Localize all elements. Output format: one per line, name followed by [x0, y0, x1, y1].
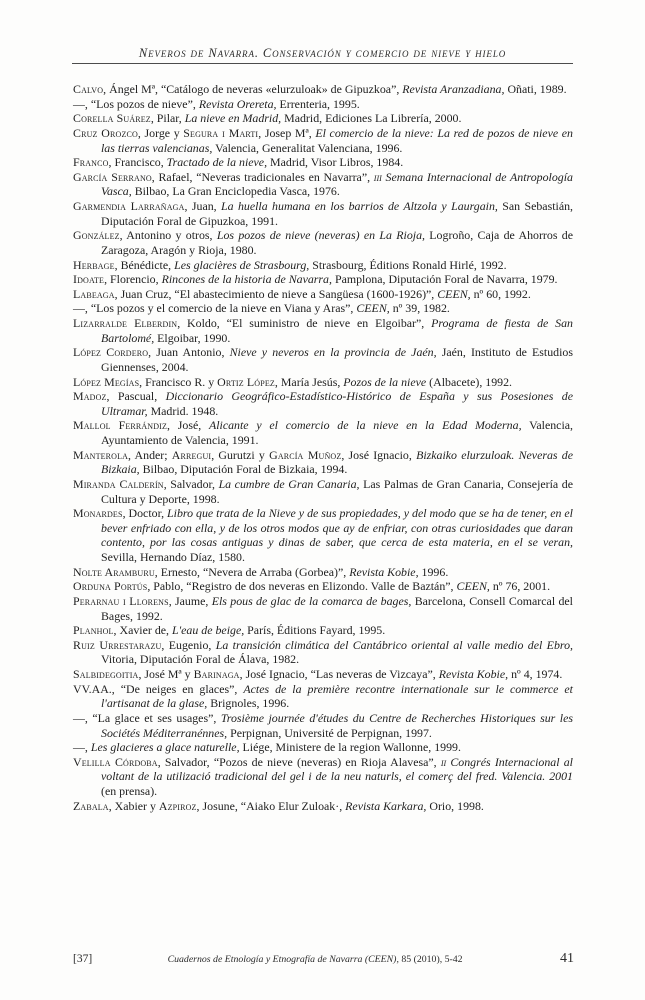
entry-segment: Salbidegoitia [73, 667, 139, 681]
entry-segment: , Jorge y [137, 125, 184, 140]
entry-segment: López Megías [73, 374, 140, 389]
entry-segment: , Bénédicte, [114, 257, 175, 272]
entry-segment: Segura i Marti [183, 125, 259, 140]
entry-segment: , Antonino y otros, [119, 228, 217, 243]
entry-segment: Tractado de la nieve, [166, 155, 268, 170]
bibliography-entry [73, 316, 573, 345]
bibliography-entry [73, 272, 573, 287]
entry-segment: La nieve en Madrid, [184, 111, 282, 126]
entry-segment: , Florencio, [104, 272, 162, 287]
entry-segment: , Francisco, [108, 155, 167, 170]
entry-segment: Revista Aranzadiana, [402, 82, 505, 96]
entry-segment: San Sebastián, Diputación Foral de Gipuzkoa, 1991. [101, 199, 574, 228]
bibliography-entry [73, 565, 573, 580]
entry-segment: Madrid, Ediciones La Librería, 2000. [281, 111, 462, 126]
entry-segment: , Eugenio, [161, 637, 216, 652]
entry-segment: , Doctor, [122, 506, 168, 521]
entry-segment: —, “La glace et ses usages”, [73, 710, 221, 725]
bibliography-entry [73, 418, 573, 447]
bibliography-entry [73, 667, 573, 682]
entry-segment: Els pous de glac de la comarca de bages, [211, 593, 412, 608]
entry-segment: Nieve y neveros en la provincia de Jaén, [229, 345, 437, 360]
bibliography-entry [73, 448, 573, 477]
entry-segment: , Ernesto, “Nevera de Arraba (Gorbea)”, [154, 564, 350, 579]
entry-segment: , Ángel Mª, “Catálogo de neveras «elurzuloak» de Gipuzkoa”, [103, 82, 403, 96]
entry-segment: Sevilla, Hernando Díaz, 1580. [101, 550, 245, 564]
entry-segment: nº 39, 1982. [389, 301, 450, 316]
bibliography-entry [73, 594, 573, 623]
entry-segment: Barcelona, Consell Comarcal del Bages, 1992. [101, 593, 573, 623]
bibliography-entry [73, 711, 573, 740]
entry-segment: Garmendia Larrañaga [73, 199, 185, 213]
entry-segment: Oñati, 1989. [504, 82, 567, 96]
bibliography-entry [73, 126, 573, 155]
running-header: Neveros de Navarra. Conservación y comercio de nieve y hielo [138, 46, 507, 60]
entry-segment: Les glacières de Strasbourg, [174, 257, 310, 272]
entry-segment: Jaén, Instituto de Estudios Giennenses, 2004. [101, 345, 574, 374]
bibliography-entry [73, 623, 573, 638]
entry-segment: , Juan Antonio, [148, 345, 230, 360]
entry-segment: , Pablo, “Registro de dos neveras en Elizondo. Valle de Baztán”, [147, 579, 457, 594]
entry-segment: París, Éditions Fayard, 1995. [244, 623, 386, 638]
entry-segment: nº 60, 1992. [470, 286, 531, 301]
entry-segment: Cruz Orozco [73, 125, 138, 140]
entry-segment: González [73, 228, 120, 243]
bibliography-entry [73, 97, 573, 112]
bibliography-entry [73, 301, 573, 316]
entry-segment: García Muñoz [269, 447, 342, 462]
entry-segment: Ortiz López [217, 374, 275, 389]
bibliography-entry [73, 799, 573, 814]
entry-segment: La cumbre de Gran Canaria, [218, 476, 360, 491]
entry-segment: Madrid. 1948. [147, 403, 219, 418]
bibliography-entry [73, 638, 573, 667]
entry-segment: Franco [73, 155, 109, 170]
entry-segment: (en prensa). [101, 784, 158, 798]
entry-segment: Orio, 1998. [426, 798, 484, 813]
entry-segment: Lizarralde Elberdin [73, 316, 178, 330]
entry-segment: iii [373, 169, 382, 184]
entry-segment: Semana Internacional de Antropología Vasca, [101, 169, 573, 199]
entry-segment: Actes de la première recontre internationale sur le commerce et l'artisanat de la glase, [101, 681, 573, 711]
entry-segment: , Juan, [184, 199, 222, 213]
entry-segment: Mallol Ferrándiz [73, 418, 168, 433]
footer-journal-title: Cuadernos de Etnología y Etnografía de Navarra (CEEN), [167, 954, 399, 965]
entry-segment: , Francisco R. y [139, 374, 218, 389]
entry-segment: Errenteria, 1995. [276, 96, 360, 111]
entry-segment: Madrid, Visor Libros, 1984. [267, 155, 404, 170]
bibliography-entry [73, 155, 573, 170]
entry-segment: , Salvador, “Pozos de nieve (neveras) en Rioja Alavesa”, [157, 754, 441, 769]
entry-segment: Labeaga [73, 286, 115, 301]
entry-segment: 1996. [418, 564, 449, 579]
entry-segment: Planhol [73, 623, 114, 638]
entry-segment: Libro que trata de la Nieve y de sus propiedades, y del modo que se ha de tener, en el bever enfriado con ella, y de los otros modos que ay de enfriar, con otras curiosidades que daran contento, por las cosas antiguas y dinas de saber, que cerca de esta materia, en el se veran, [101, 506, 573, 550]
entry-segment: Logroño, Caja de Ahorros de Zaragoza, Aragón y Rioja, 1980. [101, 228, 573, 257]
bibliography-entry [73, 228, 573, 257]
entry-segment: Manterola [73, 447, 129, 462]
entry-segment: Les glacieres a glace naturelle, [90, 740, 240, 755]
bibliography-entry [73, 111, 573, 126]
entry-segment: El comercio de la nieve: La red de pozos de nieve en las tierras valencianas, [101, 125, 573, 155]
entry-segment: Nolte Aramburu [73, 564, 155, 579]
entry-segment: Corella Suárez [73, 111, 151, 126]
bibliography-list [73, 82, 573, 813]
entry-segment: Elgoibar, 1990. [154, 330, 231, 345]
bibliography-entry [73, 579, 573, 594]
entry-segment: Vitoria, Diputación Foral de Álava, 1982. [101, 652, 300, 667]
entry-segment: CEEN, [356, 301, 390, 316]
entry-segment: García Serrano [73, 169, 152, 184]
bibliography-entry [73, 506, 573, 565]
entry-segment: Alicante y el comercio de la nieve en la Edad Moderna, [208, 418, 522, 433]
bibliography-entry [73, 199, 573, 228]
entry-segment: Congrés Internacional al voltant de la utilizació tradicional del gel i de la neu naturls, el comerç del fred. Valencia. 2001 [101, 754, 573, 784]
entry-segment: Trosième journée d'études du Centre de Recherches Historiques sur les Sociétés Méditerranénnes, [101, 710, 573, 740]
footer-page-number: 41 [560, 951, 574, 966]
entry-segment: Barinaga [193, 667, 240, 681]
entry-segment: Arregui [171, 447, 212, 462]
entry-segment: Monardes [73, 506, 123, 521]
entry-segment: , José, [167, 418, 209, 433]
entry-segment: L'eau de beige, [171, 623, 245, 638]
entry-segment: Revista Kobie, [438, 667, 509, 681]
entry-segment: CEEN, [456, 579, 490, 594]
entry-segment: Revista Kobie, [349, 564, 419, 579]
entry-segment: Revista Orereta, [198, 96, 277, 111]
entry-segment: (Albacete), 1992. [426, 374, 513, 389]
footer-bracket-number: [37] [73, 953, 93, 965]
entry-segment: Pozos de la nieve [343, 374, 427, 389]
entry-segment: , José Ignacio, [341, 447, 417, 462]
bibliography-entry [73, 375, 573, 390]
entry-segment: Liége, Ministere de la region Wallonne, 1999. [239, 740, 461, 755]
entry-segment: , Salvador, [163, 476, 219, 491]
bibliography-entry [73, 755, 573, 799]
entry-segment: Bizkaiko elurzuloak. Neveras de Bizkaia, [101, 447, 573, 477]
entry-segment: Velilla Córdoba [73, 754, 158, 769]
entry-segment: , Juan Cruz, “El abastecimiento de nieve a Sangüesa (1600-1926)”, [114, 286, 438, 301]
bibliography-entry [73, 682, 573, 711]
entry-segment: Los pozos de nieve (neveras) en La Rioja, [216, 228, 425, 243]
entry-segment: La transición climática del Cantábrico oriental al valle medio del Ebro, [215, 637, 573, 652]
entry-segment: , Josep Mª, [258, 125, 316, 140]
entry-segment: Brignoles, 1996. [207, 696, 290, 711]
entry-segment: Idoate [73, 272, 105, 287]
entry-segment: , José Mª y [138, 667, 194, 681]
header-rule [72, 63, 573, 64]
entry-segment: Bilbao, La Gran Enciclopedia Vasca, 1976. [131, 184, 340, 199]
entry-segment: Pamplona, Diputación Foral de Navarra, 1979. [331, 272, 558, 287]
entry-segment: La huella humana en los barrios de Altzola y Laurgain, [221, 199, 498, 213]
entry-segment: , Josune, “Aiako Elur Zuloak·, [196, 798, 346, 813]
bibliography-entry [73, 170, 573, 199]
bibliography-entry [73, 287, 573, 302]
entry-segment: CEEN, [437, 286, 471, 301]
entry-segment: Ruiz Urrestarazu [73, 637, 162, 652]
entry-segment: Diccionario Geográfico-Estadístico-Histórico de España y sus Posesiones de Ultramar, [101, 389, 573, 418]
entry-segment: Bilbao, Diputación Foral de Bizkaia, 1994. [139, 462, 348, 477]
entry-segment: Las Palmas de Gran Canaria, Consejería de Cultura y Deporte, 1998. [101, 476, 573, 506]
entry-segment: López Cordero [73, 345, 149, 360]
entry-segment: Miranda Calderín [73, 476, 164, 491]
bibliography-entry [73, 477, 573, 506]
entry-segment: , Jaume, [168, 593, 212, 608]
entry-segment: Valencia, Ayuntamiento de Valencia, 1991. [101, 418, 573, 447]
footer-journal-issue: 85 (2010), 5-42 [398, 954, 463, 965]
entry-segment: Programa de fiesta de San Bartolomé, [101, 316, 573, 345]
entry-segment: , Ander; [128, 447, 172, 462]
entry-segment: Orduna Portús [73, 579, 148, 594]
entry-segment: , Xabier y [108, 798, 159, 813]
entry-segment: —, “Los pozos de nieve”, [73, 96, 199, 111]
entry-segment: Herbage [73, 257, 115, 272]
entry-segment: , Xavier de, [113, 623, 172, 638]
entry-segment: Perpignan, Université de Perpignan, 1997. [227, 725, 432, 740]
bibliography-entry [73, 345, 573, 374]
page-footer [73, 951, 574, 967]
bibliography-entry [73, 82, 573, 97]
entry-segment: Strasbourg, Éditions Ronald Hirlé, 1992. [309, 257, 507, 272]
entry-segment: , Koldo, “El suministro de nieve en Elgoibar”, [177, 316, 432, 330]
entry-segment: , Rafael, “Neveras tradicionales en Navarra”, [151, 169, 374, 184]
entry-segment: VV.AA., “De neiges en glaces”, [73, 681, 244, 696]
entry-segment: Azpiroz [158, 798, 197, 813]
entry-segment: —, [73, 740, 91, 755]
entry-segment: ii [440, 754, 447, 769]
entry-segment: Calvo [73, 82, 104, 96]
entry-segment: Madoz [73, 389, 107, 404]
entry-segment: —, “Los pozos y el comercio de la nieve en Viana y Aras”, [73, 301, 357, 316]
entry-segment: , Pilar, [150, 111, 185, 126]
entry-segment: nº 76, 2001. [489, 579, 551, 594]
bibliography-entry [73, 258, 573, 273]
entry-segment: Rincones de la historia de Navarra, [161, 272, 332, 287]
entry-segment: Zabala [73, 798, 109, 813]
bibliography-entry [73, 389, 573, 418]
entry-segment: , Pascual, [106, 389, 166, 404]
footer-journal-citation [100, 954, 530, 965]
entry-segment: , María Jesús, [274, 374, 344, 389]
entry-segment: , Gurutzi y [211, 447, 270, 462]
entry-segment: nº 4, 1974. [508, 667, 563, 681]
entry-segment: Revista Karkara, [345, 798, 427, 813]
entry-segment: Valencia, Generalitat Valenciana, 1996. [212, 140, 403, 155]
bibliography-entry [73, 740, 573, 755]
entry-segment: Perarnau i Llorens [73, 593, 169, 608]
entry-segment: , José Ignacio, “Las neveras de Vizcaya”, [239, 667, 439, 681]
